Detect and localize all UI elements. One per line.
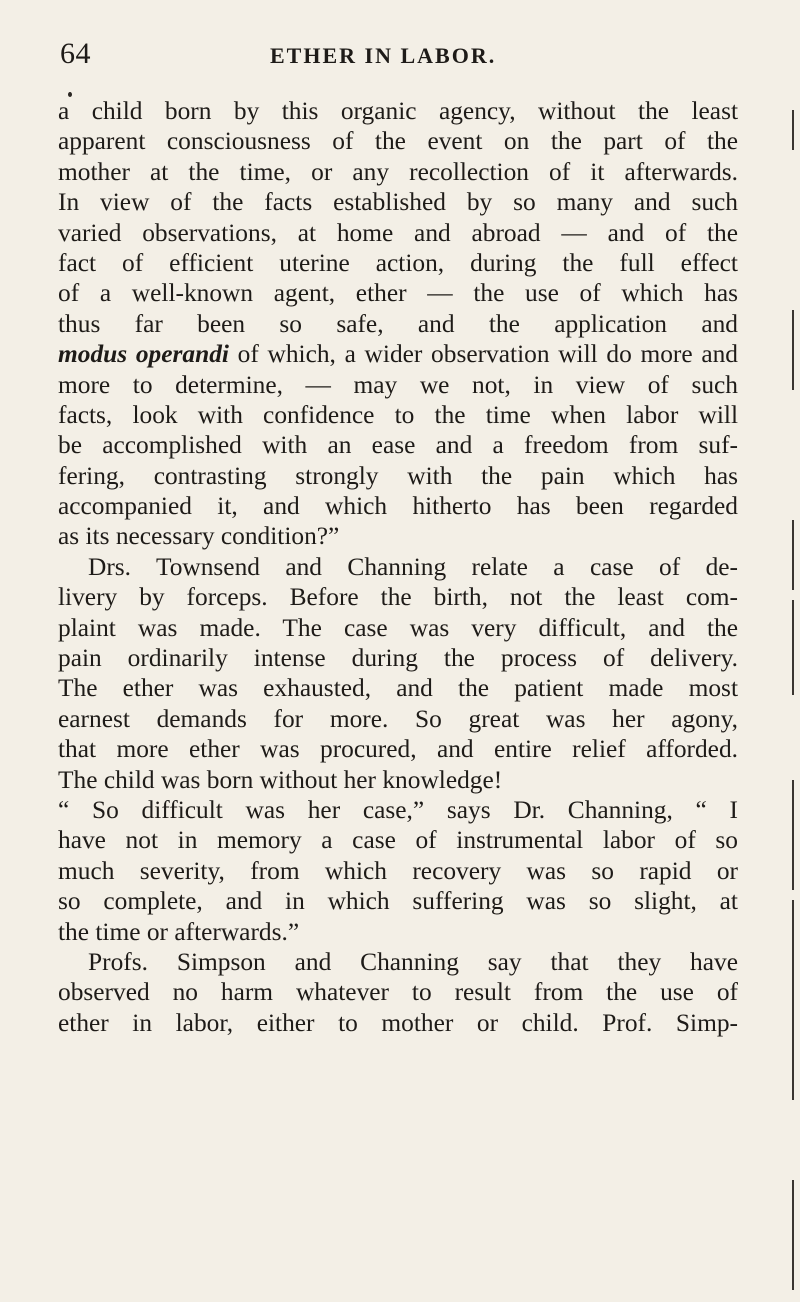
text-line: The child was born without her knowledge! [58,765,503,794]
page-number: 64 [60,37,91,70]
text-line: that more ether was procured, and entire relief afforded. [58,735,738,764]
text-line: thus far been so safe, and the application and [58,309,738,338]
page-edge-mark [792,900,794,1100]
text-line: a child born by this organic agency, without the least [58,97,738,125]
text-line [58,339,738,369]
italic-phrase: modus operandi [58,340,229,369]
text-line: more to determine, — may we not, in view of such [58,370,738,399]
page-edge-mark [792,780,794,890]
text-line: apparent consciousness of the event on the part of the [58,127,738,156]
page-edge-mark [792,520,794,590]
text-line: plaint was made. The case was very difficult, and the [58,613,738,642]
text-line: mother at the time, or any recollection of it afterwards. [58,157,738,186]
text-line: livery by forceps. Before the birth, not the least com- [58,583,738,612]
text-line: “ So difficult was her case,” says Dr. Channing, “ I [58,795,738,824]
text-line: Drs. Townsend and Channing relate a case of de- [88,552,738,581]
page-header [60,34,750,74]
text-line: ether in labor, either to mother or child. Prof. Simp- [58,1008,738,1037]
body-text [58,96,738,1038]
page-edge-mark [792,110,794,150]
text-line: Profs. Simpson and Channing say that they have [88,947,738,976]
text-line: of a well-known agent, ether — the use of which has [58,279,738,308]
running-title: ETHER IN LABOR. [270,43,497,68]
text-line: fering, contrasting strongly with the pain which has [58,461,738,490]
text-line: as its necessary condition?” [58,522,340,551]
text-line: accompanied it, and which hitherto has been regarded [58,492,738,521]
text-line: pain ordinarily intense during the process of delivery. [58,644,738,673]
text-line: the time or afterwards.” [58,917,300,946]
text-line: varied observations, at home and abroad — and of the [58,218,738,247]
text-line: observed no harm whatever to result from the use of [58,978,738,1007]
text-line-continuation: of which, a wider observation will do more and [237,340,738,369]
page-edge-mark [792,1180,794,1290]
text-line: earnest demands for more. So great was her agony, [58,704,738,733]
page-edge-mark [792,600,794,695]
text-line: be accomplished with an ease and a freedom from suf- [58,431,738,460]
text-line: In view of the facts established by so many and such [58,188,738,217]
text-line: facts, look with confidence to the time when labor will [58,400,738,429]
page-edge-mark [792,310,794,390]
text-line: fact of efficient uterine action, during the full effect [58,248,738,277]
text-line: have not in memory a case of instrumental labor of so [58,826,738,855]
text-line: The ether was exhausted, and the patient made most [58,674,738,703]
text-line: much severity, from which recovery was so rapid or [58,856,738,885]
text-line: so complete, and in which suffering was so slight, at [58,887,738,916]
